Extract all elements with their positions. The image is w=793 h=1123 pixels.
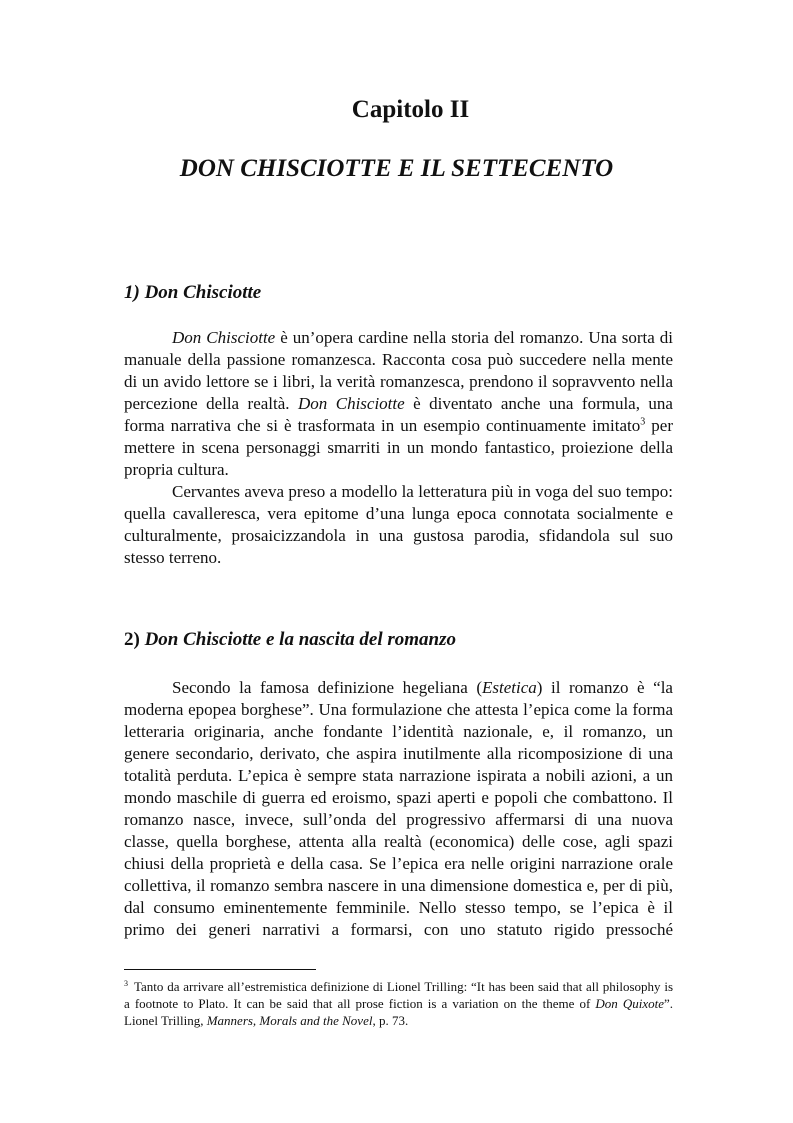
chapter-title: DON CHISCIOTTE E IL SETTECENTO	[179, 155, 614, 182]
section-2-title: Don Chisciotte e la nascita del romanzo	[139, 629, 456, 650]
text-run: , p. 73.	[372, 1013, 409, 1028]
section-2-heading	[124, 629, 456, 651]
chapter-number: Capitolo II	[351, 96, 470, 123]
text-run: Tanto da arrivare all’estremistica definizione di Lionel Trilling: “It has been said that all philosophy is a footnote to Plato. It can be said that all prose fiction is a variation on the theme of	[124, 979, 673, 1011]
section-2-number: 2)	[124, 629, 140, 650]
work-title: Don Chisciotte	[298, 394, 405, 413]
section-2-paragraph-1	[124, 677, 673, 941]
text-run: è un’opera cardine nella storia del romanzo. Una sorta di manuale della passione romanzesca. Racconta cosa può succedere nella mente di un avido lettore se i libri, la verità romanzesca, prendono il sopravvento nella percezione della realtà.	[124, 328, 674, 413]
text-run: per mettere in scena personaggi smarriti in un mondo fantastico, proiezione della propria cultura.	[124, 416, 673, 479]
footnote-separator	[124, 969, 316, 970]
text-run: ) il romanzo è “la moderna epopea borghese”. Una formulazione che attesta l’epica come la forma letteraria originaria, anche fondante l’identità nazionale, e, il romanzo, un genere secondario, derivato, che aspira inutilmente alla ricomposizione di una totalità perduta. L’epica è sempre stata narrazione ispirata a nobili azioni, a un mondo maschile di guerra ed eroismo, spazi aperti e popoli che combattono. Il romanzo nasce, invece, sull’onda del progressivo affermarsi di una nuova classe, quella borghese, attenta alla realtà (economica) delle cose, agli spazi chiusi della proprietà e della casa. Se l’epica era nelle origini narrazione orale collettiva, il romanzo sembra nascere in una dimensione domestica e, per di più, dal consumo eminentemente femminile. Nello stesso tempo, se l’epica è il primo dei generi narrativi a formarsi, con uno statuto rigido pressoché	[124, 678, 673, 939]
section-2-body	[124, 677, 673, 941]
section-1-body	[124, 327, 673, 569]
section-1-paragraph-2: Cervantes aveva preso a modello la letteratura più in voga del suo tempo: quella cavalleresca, vera epitome d’una lunga epoca connotata socialmente e culturalmente, prosaicizzandola in una gustosa parodia, sfidandola sul suo stesso terreno.	[124, 482, 673, 567]
text-run: ”. Lionel Trilling,	[124, 996, 673, 1028]
text-run: è diventato anche una formula, una forma narrativa che si è trasformata in un esempio continuamente imitato	[124, 394, 673, 435]
text-run: Secondo la famosa definizione hegeliana (	[172, 678, 482, 697]
footnote-3	[124, 978, 673, 1029]
section-1-paragraph-1	[124, 327, 673, 481]
book-title: Manners, Morals and the Novel	[206, 1013, 373, 1028]
footnote-mark: 3	[124, 978, 128, 988]
work-title: Estetica	[482, 678, 537, 697]
work-title: Don Quixote	[595, 996, 664, 1011]
section-1-heading: 1) Don Chisciotte	[124, 282, 262, 303]
footnote-reference: 3	[640, 416, 646, 428]
work-title: Don Chisciotte	[172, 328, 276, 347]
